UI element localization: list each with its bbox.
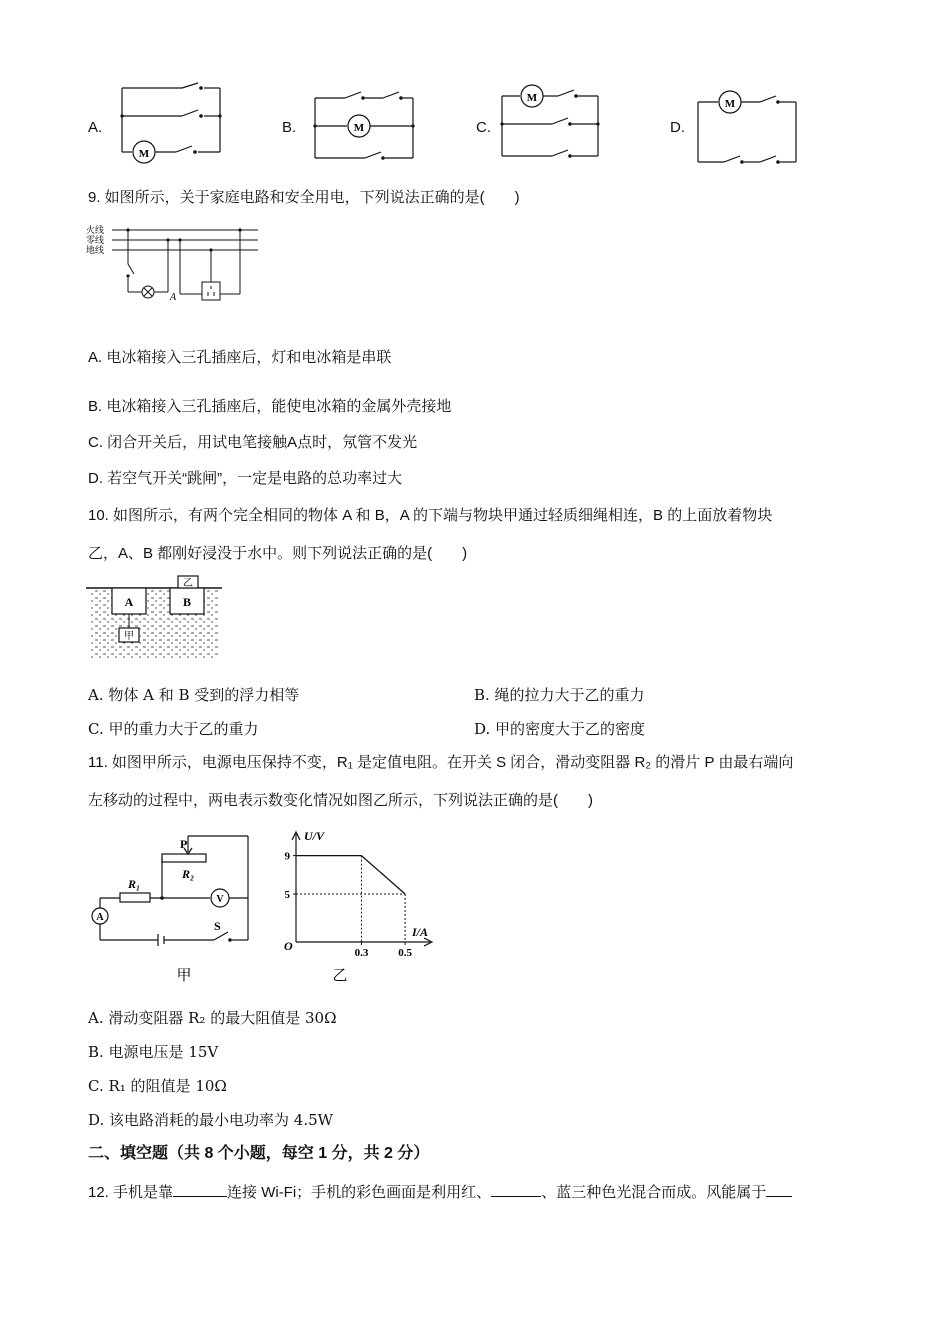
y-tick-label-9: 9 bbox=[284, 850, 290, 863]
q10-option-d: D. 甲的密度大于乙的密度 bbox=[474, 720, 646, 738]
block-jia-label: 甲 bbox=[124, 631, 134, 642]
q10-stem-line1: 10. 如图所示，有两个完全相同的物体 A 和 B，A 的下端与物块甲通过轻质细绳相连，B 的上面放着物块 bbox=[88, 507, 773, 524]
q11-option-b: B. 电源电压是 15V bbox=[88, 1043, 219, 1061]
q9-stem: 9. 如图所示，关于家庭电路和安全用电，下列说法正确的是( ) bbox=[88, 189, 520, 206]
q11-stem-line1: 11. 如图甲所示，电源电压保持不变，R₁ 是定值电阻。在开关 S 闭合，滑动变阻器 R₂ 的滑片 P 由最右端向 bbox=[88, 754, 794, 771]
q11-graph-yi bbox=[276, 826, 444, 986]
q8-option-d-label: D. bbox=[670, 119, 685, 136]
ground-wire-label: 地线 bbox=[86, 245, 105, 255]
voltmeter-label: V bbox=[216, 894, 224, 905]
y-tick-label-5: 5 bbox=[284, 889, 290, 901]
x-tick-label-0.5: 0.5 bbox=[398, 947, 412, 959]
section-heading: 二、填空题（共 8 个小题，每空 1 分，共 2 分） bbox=[88, 1145, 430, 1162]
r2-label: R₂ bbox=[182, 867, 195, 881]
q10-buoyancy-diagram bbox=[86, 574, 222, 660]
r1-label: R₁ bbox=[128, 877, 141, 891]
q8-option-a-label: A. bbox=[88, 119, 103, 136]
ammeter-label: A bbox=[96, 912, 104, 923]
neutral-wire-label: 零线 bbox=[86, 235, 105, 245]
motor-label: M bbox=[526, 92, 538, 104]
point-a-label: A bbox=[170, 292, 177, 303]
q8-option-b-label: B. bbox=[282, 119, 297, 136]
motor-label: M bbox=[724, 98, 736, 110]
q9-option-c: C. 闭合开关后，用试电笔接触A点时，氖管不发光 bbox=[88, 434, 418, 451]
q9-option-a: A. 电冰箱接入三孔插座后，灯和电冰箱是串联 bbox=[88, 349, 392, 366]
q12-part1: 12. 手机是靠 bbox=[88, 1184, 174, 1201]
switch-s-label: S bbox=[214, 919, 221, 933]
x-axis-label: I/A bbox=[412, 925, 429, 939]
q11-circuit-jia bbox=[86, 826, 266, 986]
q10-option-c: C. 甲的重力大于乙的重力 bbox=[88, 720, 259, 738]
x-tick-label-0.3: 0.3 bbox=[354, 947, 369, 959]
origin-label: O bbox=[284, 939, 293, 953]
object-b-label: B bbox=[182, 595, 192, 609]
live-wire-label: 火线 bbox=[86, 225, 105, 235]
q8-circuit-c bbox=[494, 80, 606, 166]
q12-part2: 连接 Wi-Fi；手机的彩色画面是利用红、 bbox=[227, 1184, 492, 1201]
q10-stem-line2: 乙，A、B 都刚好浸没于水中。则下列说法正确的是( ) bbox=[88, 545, 468, 562]
motor-label: M bbox=[353, 122, 365, 134]
block-yi-label: 乙 bbox=[183, 578, 193, 589]
slider-p-label: P bbox=[180, 837, 188, 851]
q8-circuit-a bbox=[112, 80, 230, 166]
q12-part3: 、蓝三种色光混合而成。风能属于 bbox=[541, 1184, 767, 1201]
q8-circuit-b bbox=[305, 88, 425, 166]
q9-household-circuit-diagram bbox=[86, 220, 266, 308]
q8-option-c-label: C. bbox=[476, 119, 491, 136]
q12-blank-2[interactable] bbox=[491, 1182, 541, 1197]
q12-stem bbox=[88, 1182, 792, 1203]
object-a-label: A bbox=[124, 595, 134, 609]
q11-option-a: A. 滑动变阻器 R₂ 的最大阻值是 30Ω bbox=[88, 1009, 337, 1027]
y-axis-label: U/V bbox=[304, 829, 325, 843]
q12-blank-1[interactable] bbox=[173, 1182, 227, 1197]
q11-stem-line2: 左移动的过程中，两电表示数变化情况如图乙所示，下列说法正确的是( ) bbox=[88, 792, 593, 809]
q9-option-b: B. 电冰箱接入三孔插座后，能使电冰箱的金属外壳接地 bbox=[88, 398, 452, 415]
circuit-caption: 甲 bbox=[176, 968, 192, 984]
u-i-series-line bbox=[296, 856, 405, 894]
q11-option-d: D. 该电路消耗的最小电功率为 4.5W bbox=[88, 1111, 334, 1129]
q12-blank-3[interactable] bbox=[766, 1182, 792, 1197]
q9-option-d: D. 若空气开关“跳闸”，一定是电路的总功率过大 bbox=[88, 470, 403, 487]
q10-option-a: A. 物体 A 和 B 受到的浮力相等 bbox=[88, 686, 300, 704]
motor-label: M bbox=[138, 148, 150, 160]
q10-option-b: B. 绳的拉力大于乙的重力 bbox=[474, 686, 645, 704]
q8-circuit-d bbox=[690, 86, 806, 172]
graph-caption: 乙 bbox=[332, 968, 348, 984]
q11-option-c: C. R₁ 的阻值是 10Ω bbox=[88, 1077, 227, 1095]
